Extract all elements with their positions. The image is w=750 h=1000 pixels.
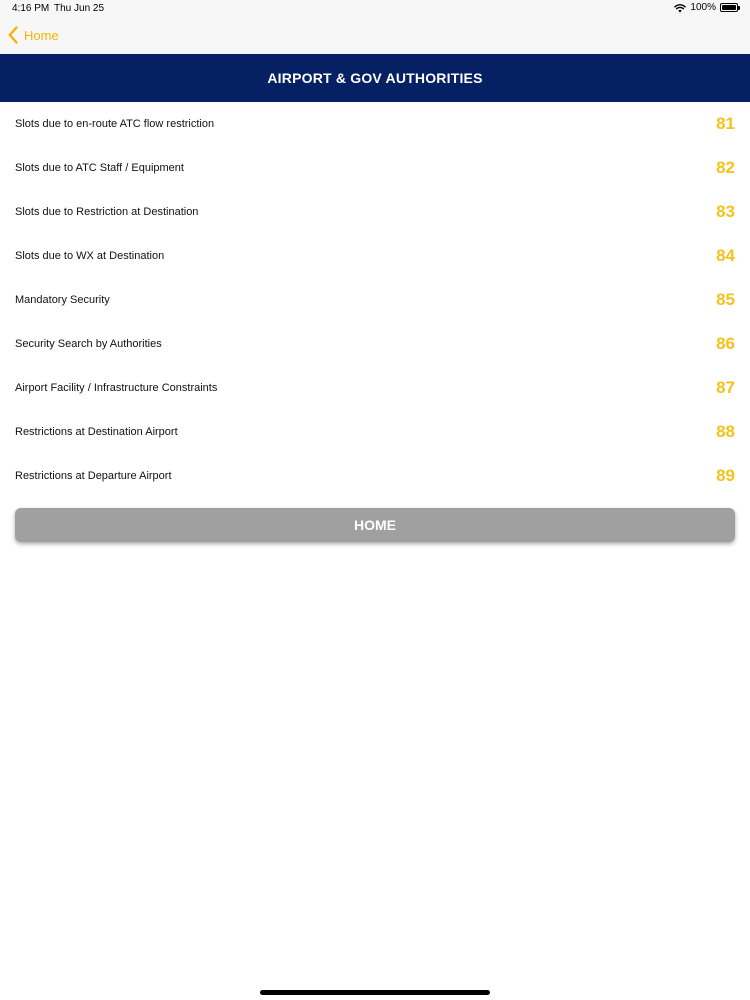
wifi-icon xyxy=(674,3,686,13)
back-label: Home xyxy=(24,27,59,43)
list-item[interactable] xyxy=(0,190,750,234)
list-item[interactable] xyxy=(0,146,750,190)
list-item[interactable] xyxy=(0,102,750,146)
list-item[interactable] xyxy=(0,366,750,410)
item-code: 88 xyxy=(716,422,735,441)
item-label: Security Search by Authorities xyxy=(15,338,162,350)
back-button[interactable] xyxy=(8,26,59,44)
item-label: Airport Facility / Infrastructure Constraints xyxy=(15,382,218,394)
item-label: Restrictions at Departure Airport xyxy=(15,470,172,482)
navigation-bar xyxy=(0,18,750,54)
item-label: Slots due to en-route ATC flow restriction xyxy=(15,118,215,130)
battery-percent: 100% xyxy=(690,2,716,13)
home-indicator[interactable] xyxy=(260,990,490,995)
item-label: Slots due to ATC Staff / Equipment xyxy=(15,162,184,174)
item-code: 89 xyxy=(716,466,735,485)
item-label: Slots due to WX at Destination xyxy=(15,250,165,262)
status-indicators xyxy=(674,2,738,13)
chevron-left-icon xyxy=(8,26,18,44)
item-label: Restrictions at Destination Airport xyxy=(15,426,178,438)
item-code: 81 xyxy=(716,114,735,133)
battery-icon xyxy=(720,3,738,12)
item-code: 87 xyxy=(716,378,735,397)
list-item[interactable] xyxy=(0,410,750,454)
list-item[interactable] xyxy=(0,322,750,366)
status-date: Thu Jun 25 xyxy=(54,3,105,14)
status-bar xyxy=(0,0,750,18)
list-item[interactable] xyxy=(0,278,750,322)
item-label: Slots due to Restriction at Destination xyxy=(15,206,199,218)
item-code: 82 xyxy=(716,158,735,177)
item-code: 85 xyxy=(716,290,735,309)
page-title: AIRPORT & GOV AUTHORITIES xyxy=(0,54,750,102)
item-code: 86 xyxy=(716,334,735,353)
list-item[interactable] xyxy=(0,454,750,498)
item-code: 84 xyxy=(716,246,735,265)
item-code: 83 xyxy=(716,202,735,221)
home-button[interactable]: HOME xyxy=(15,508,735,542)
delay-code-list xyxy=(0,102,750,498)
list-item[interactable] xyxy=(0,234,750,278)
item-label: Mandatory Security xyxy=(15,294,110,306)
status-time: 4:16 PM xyxy=(12,3,50,14)
